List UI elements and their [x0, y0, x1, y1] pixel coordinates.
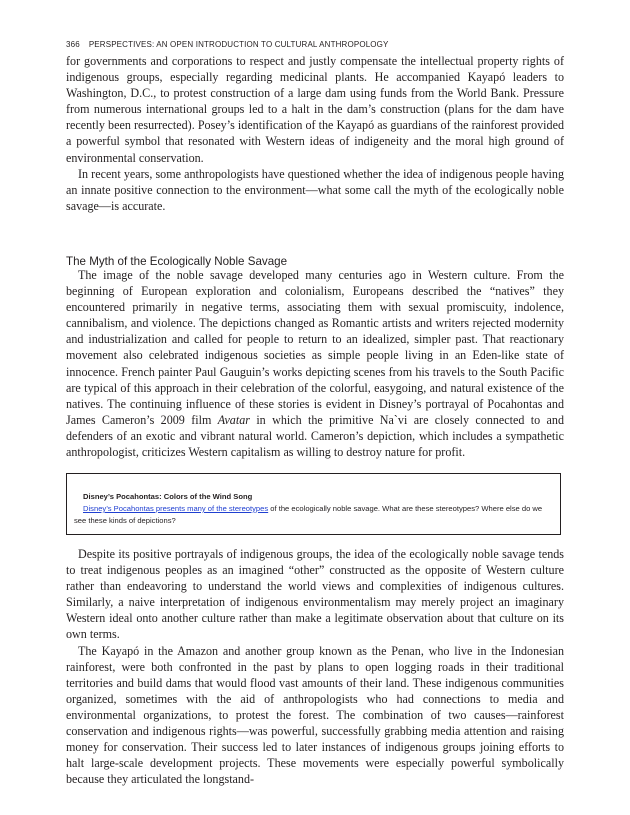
section-text: [66, 267, 564, 460]
noble-savage-paragraph: [66, 267, 564, 460]
intro-text: [66, 53, 564, 214]
note-title: Disney’s Pocahontas: Colors of the Wind Song: [83, 492, 253, 501]
intro-paragraph-continued: for governments and corporations to respect and justly compensate the intellectual property rights of indigenous groups, especially regarding medicinal plants. He accompanied Kayapó leaders to Washington, D.C., to protest construction of a large dam using funds from the World Bank. Pressure from numerous international groups led to a halt in the dam’s construction (plans for the dam have recently been resurrected). Posey’s identification of the Kayapó as guardians of the rainforest provided a powerful symbol that resonated with Western ideas of indigeneity and the moral high ground of environmental conservation.: [66, 54, 564, 165]
note-content: [67, 491, 560, 527]
noble-savage-critique-paragraph: Despite its positive portrayals of indigenous groups, the idea of the ecologically noble savage tends to treat indigenous peoples as an imagined “other” constructed as the opposite of Western culture rather than endeavoring to understand the world views and complexities of indigenous cultures. Similarly, a naive interpretation of indigenous environmentalism may merely project an imaginary Western ideal onto another culture rather than make a legitimate observation about that culture on its own terms.: [66, 547, 564, 642]
book-title: PERSPECTIVES: AN OPEN INTRODUCTION TO CULTURAL ANTHROPOLOGY: [88, 40, 389, 49]
page-number: 366: [66, 40, 80, 49]
pocahontas-video-link[interactable]: Disney’s Pocahontas presents many of the stereotypes: [83, 504, 269, 513]
paragraph-text-end: in which the primitive Na`vi are closely connected to and defenders of an exotic and vibrant natural world. Cameron’s depiction, which includes a sympathetic anthropologist, criticizes Western capitalism as willing to destroy nature for profit.: [66, 412, 565, 460]
note-body-text: of the ecologically noble savage. What are these stereotypes? Where else do we see these kinds of depictions?: [74, 504, 543, 525]
note-body: [74, 503, 554, 527]
film-title: Avatar: [217, 412, 250, 427]
after-box-text: [66, 546, 564, 787]
video-note-box: [66, 473, 561, 535]
running-head: [66, 40, 389, 49]
intro-paragraph: In recent years, some anthropologists have questioned whether the idea of indigenous people having an innate positive connection to the environment—what some call the myth of the ecologically noble savage—is accurate.: [66, 166, 564, 213]
kayapo-penan-paragraph: The Kayapó in the Amazon and another group known as the Penan, who live in the Indonesian rainforest, were both confronted in the past by plans to open logging roads in their traditional territories and build dams that would flood vast amounts of their land. These indigenous communities organized, sometimes with the aid of anthropologists who had connections to media and environmental organizations, to protest the forest. The combination of two causes—rainforest conservation and indigenous rights—was powerful, successfully grabbing media attention and raising money for conservation. Their success led to later instances of indigenous groups joining efforts to halt large-scale development projects. These movements were especially powerful symbolically because they articulated the longstand-: [66, 643, 564, 787]
section-heading: The Myth of the Ecologically Noble Savage: [66, 255, 288, 268]
paragraph-text: The image of the noble savage developed many centuries ago in Western culture. From the beginning of European exploration and colonialism, Europeans described the “natives” they encountered primarily in negative terms, associating them with sexual promiscuity, indolence, cannibalism, and violence. The depictions changed as Romantic artists and writers rejected modernity and industrialization and called for people to return to an idealized, simpler past. That reactionary movement also celebrated indigenous societies as simple people living in an Eden-like state of innocence. French painter Paul Gauguin’s works depicting scenes from his travels to the South Pacific are typical of this approach in their celebration of the colorful, easygoing, and natural existence of the natives. The continuing influence of these stories is evident in Disney’s portrayal of Pocahontas and James Cameron’s 2009 film: [66, 268, 564, 427]
